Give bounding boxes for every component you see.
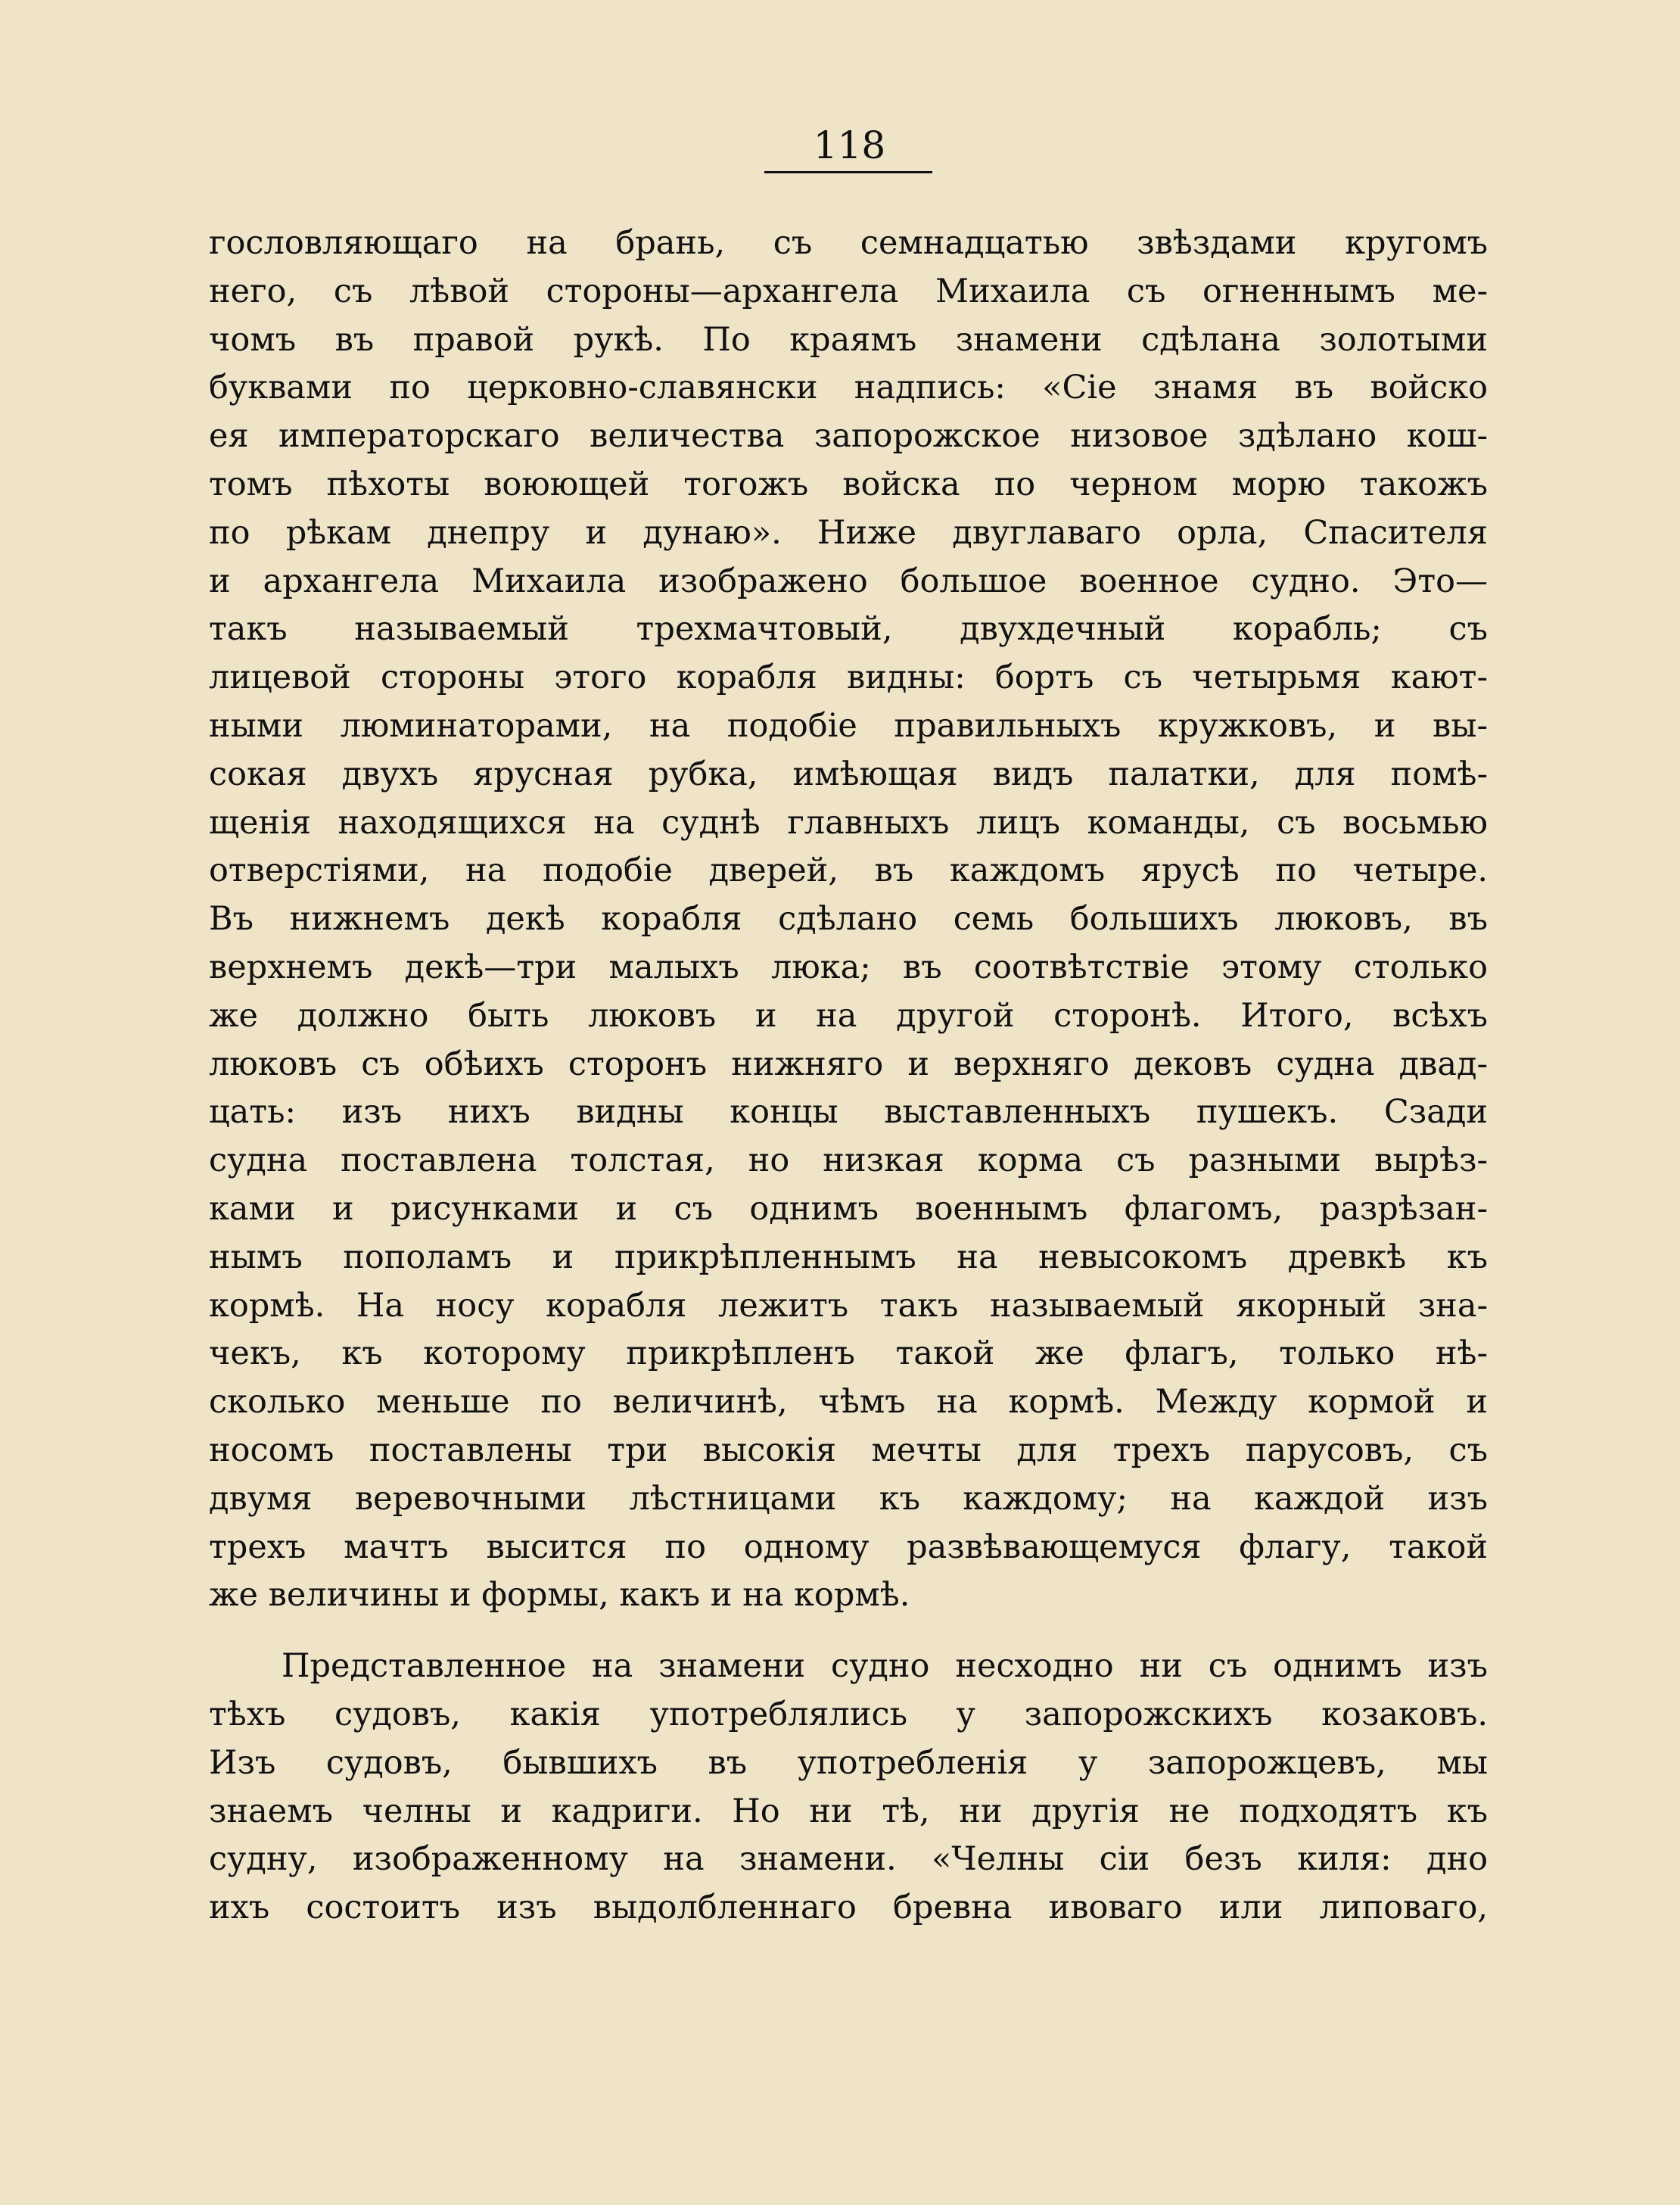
- text-line: верхнемъ декѣ—три малыхъ люка; въ соотвѣтствіе этому столько: [209, 948, 1488, 986]
- text-line: буквами по церковно-славянски надпись: «Сіе знамя въ войско: [209, 369, 1488, 407]
- text-line: сколько меньше по величинѣ, чѣмъ на кормѣ. Между кормой и: [209, 1383, 1488, 1422]
- text-line: же величины и формы, какъ и на кормѣ.: [209, 1576, 910, 1615]
- text-line: гословляющаго на брань, съ семнадцатью звѣздами кругомъ: [209, 224, 1488, 262]
- text-line: кормѣ. На носу корабля лежитъ такъ называемый якорный зна-: [209, 1286, 1488, 1325]
- text-line: сокая двухъ ярусная рубка, имѣющая видъ палатки, для помѣ-: [209, 755, 1488, 793]
- text-line: ихъ состоитъ изъ выдолбленнаго бревна ивоваго или липоваго,: [209, 1889, 1488, 1927]
- text-line: люковъ съ обѣихъ сторонъ нижняго и верхняго дековъ судна двад-: [209, 1045, 1488, 1083]
- text-line: цать: изъ нихъ видны концы выставленныхъ пушекъ. Сзади: [209, 1093, 1488, 1132]
- text-line: носомъ поставлены три высокія мечты для трехъ парусовъ, съ: [209, 1431, 1488, 1469]
- text-line: отверстіями, на подобіе дверей, въ каждомъ ярусѣ по четыре.: [209, 852, 1488, 890]
- page-number: 118: [813, 123, 886, 167]
- paragraph-2: [209, 1643, 1488, 1932]
- paragraph-1: [209, 220, 1488, 1620]
- text-line: же должно быть люковъ и на другой сторонѣ. Итого, всѣхъ: [209, 996, 1488, 1035]
- body-text: [209, 220, 1488, 1932]
- text-line: Представленное на знамени судно несходно ни съ однимъ изъ: [282, 1647, 1488, 1686]
- text-line: чекъ, къ которому прикрѣпленъ такой же флагъ, только нѣ-: [209, 1335, 1488, 1373]
- text-line: Изъ судовъ, бывшихъ въ употребленія у запорожцевъ, мы: [209, 1743, 1488, 1782]
- text-line: судну, изображенному на знамени. «Челны сіи безъ киля: дно: [209, 1840, 1488, 1879]
- text-line: лицевой стороны этого корабля видны: бортъ съ четырьмя кают-: [209, 659, 1488, 697]
- text-line: томъ пѣхоты воюющей тогожъ войска по черном морю такожъ: [209, 465, 1488, 503]
- text-line: ея императорскаго величества запорожское низовое здѣлано кош-: [209, 417, 1488, 456]
- text-line: трехъ мачтъ высится по одному развѣвающемуся флагу, такой: [209, 1528, 1488, 1566]
- text-line: чомъ въ правой рукѣ. По краямъ знамени сдѣлана золотыми: [209, 320, 1488, 359]
- text-line: по рѣкам днепру и дунаю». Ниже двуглаваго орла, Спасителя: [209, 513, 1488, 552]
- paragraph-gap: [209, 1620, 1488, 1643]
- text-line: тѣхъ судовъ, какія употреблялись у запорожскихъ козаковъ.: [209, 1695, 1488, 1733]
- text-line: такъ называемый трехмачтовый, двухдечный корабль; съ: [209, 610, 1488, 649]
- text-line: нымъ пополамъ и прикрѣпленнымъ на невысокомъ древкѣ къ: [209, 1238, 1488, 1276]
- text-line: ками и рисунками и съ однимъ военнымъ флагомъ, разрѣзан-: [209, 1189, 1488, 1228]
- text-line: Въ нижнемъ декѣ корабля сдѣлано семь большихъ люковъ, въ: [209, 900, 1488, 939]
- text-line: ными люминаторами, на подобіе правильныхъ кружковъ, и вы-: [209, 706, 1488, 745]
- text-line: знаемъ челны и кадриги. Но ни тѣ, ни другія не подходятъ къ: [209, 1792, 1488, 1830]
- page-number-rule: [764, 171, 932, 173]
- text-line: судна поставлена толстая, но низкая корма съ разными вырѣз-: [209, 1141, 1488, 1180]
- text-line: и архангела Михаила изображено большое военное судно. Это—: [209, 562, 1488, 600]
- text-line: двумя веревочными лѣстницами къ каждому; на каждой изъ: [209, 1479, 1488, 1518]
- text-line: щенія находящихся на суднѣ главныхъ лицъ команды, съ восьмью: [209, 803, 1488, 842]
- text-line: него, съ лѣвой стороны—архангела Михаила съ огненнымъ ме-: [209, 272, 1488, 310]
